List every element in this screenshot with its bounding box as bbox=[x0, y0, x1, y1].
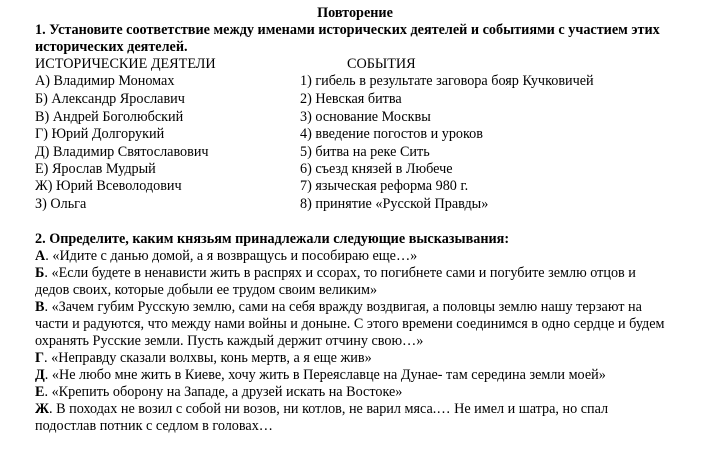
task1-heading-line1: 1. Установите соответствие между именами исторических деятелей и событиями с участием этих bbox=[35, 22, 660, 38]
quote-text: . «Крепить оборону на Западе, а друзей искать на Востоке» bbox=[44, 384, 403, 400]
quote-d bbox=[35, 367, 606, 384]
quote-text: . «Неправду сказали волхвы, конь мертв, а я еще жив» bbox=[44, 350, 372, 366]
event-item-3: 3) основание Москвы bbox=[300, 109, 431, 125]
event-item-8: 8) принятие «Русской Правды» bbox=[300, 196, 489, 212]
quote-v bbox=[35, 299, 642, 316]
quote-text: . «Идите с данью домой, а я возвращусь и пособираю еще…» bbox=[45, 248, 418, 264]
figure-item-z: З) Ольга bbox=[35, 196, 87, 212]
quote-a bbox=[35, 248, 417, 265]
event-item-4: 4) введение погостов и уроков bbox=[300, 126, 483, 142]
column-header-events: СОБЫТИЯ bbox=[347, 56, 416, 72]
quote-v-continued: охранять Русские земли. Пусть каждый держит отчину свою…» bbox=[35, 333, 424, 349]
event-item-2: 2) Невская битва bbox=[300, 91, 402, 107]
column-header-figures: ИСТОРИЧЕСКИЕ ДЕЯТЕЛИ bbox=[35, 56, 216, 72]
quote-zh bbox=[35, 401, 608, 418]
quote-text: . В походах не возил с собой ни возов, ни котлов, не варил мяса.… Не имел и шатра, но спал bbox=[49, 401, 609, 417]
quote-letter: В bbox=[35, 299, 45, 315]
quote-letter: Е bbox=[35, 384, 45, 400]
event-item-7: 7) языческая реформа 980 г. bbox=[300, 178, 469, 194]
quote-letter: Б bbox=[35, 265, 45, 281]
event-item-1: 1) гибель в результате заговора бояр Кучковичей bbox=[300, 73, 594, 89]
quote-text: . «Не любо мне жить в Киеве, хочу жить в Переяславце на Дунае- там середина земли моей» bbox=[44, 367, 606, 383]
figure-item-b: Б) Александр Ярославич bbox=[35, 91, 185, 107]
page-title: Повторение bbox=[317, 5, 393, 21]
quote-letter: Д bbox=[35, 367, 45, 383]
quote-letter: Ж bbox=[35, 401, 50, 417]
figure-item-a: А) Владимир Мономах bbox=[35, 73, 175, 89]
quote-b-continued: дедов своих, которые добыли ее трудом своим великим» bbox=[35, 282, 378, 298]
quote-e bbox=[35, 384, 402, 401]
figure-item-g: Г) Юрий Долгорукий bbox=[35, 126, 165, 142]
figure-item-e: Е) Ярослав Мудрый bbox=[35, 161, 156, 177]
quote-v-continued: части и радуются, что между нами войны и доныне. С этого времени соединимся в одно сердце и будем bbox=[35, 316, 665, 332]
quote-g bbox=[35, 350, 372, 367]
task1-heading-line2: исторических деятелей. bbox=[35, 39, 188, 55]
event-item-6: 6) съезд князей в Любече bbox=[300, 161, 453, 177]
quote-b bbox=[35, 265, 636, 282]
figure-item-zh: Ж) Юрий Всеволодович bbox=[35, 178, 182, 194]
quote-zh-continued: подостлав потник с седлом в головах… bbox=[35, 418, 273, 434]
quote-text: . «Если будете в ненависти жить в распрях и ссорах, то погибнете сами и погубите землю отцов и bbox=[44, 265, 636, 281]
quote-text: . «Зачем губим Русскую землю, сами на себя вражду воздвигая, а половцы землю нашу терзают на bbox=[44, 299, 642, 315]
quote-letter: А bbox=[35, 248, 46, 264]
figure-item-v: В) Андрей Боголюбский bbox=[35, 109, 184, 125]
figure-item-d: Д) Владимир Святославович bbox=[35, 144, 209, 160]
quote-letter: Г bbox=[35, 350, 45, 366]
task2-heading: 2. Определите, каким князьям принадлежали следующие высказывания: bbox=[35, 231, 510, 247]
event-item-5: 5) битва на реке Сить bbox=[300, 144, 430, 160]
